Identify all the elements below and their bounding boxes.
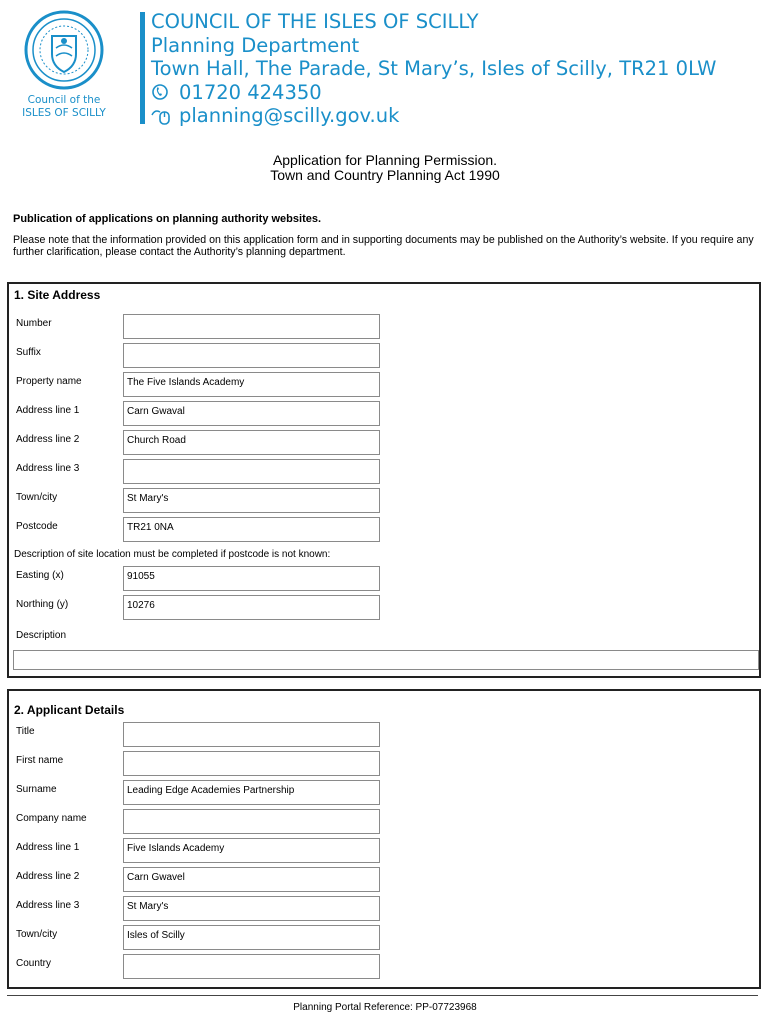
applicant-details-section bbox=[7, 689, 761, 989]
address-line-1-label: Address line 1 bbox=[16, 842, 80, 853]
property-name-label: Property name bbox=[16, 376, 82, 387]
description-field[interactable] bbox=[13, 650, 759, 670]
portal-reference: Planning Portal Reference: PP-07723968 bbox=[293, 1002, 477, 1013]
address-line-3-label: Address line 3 bbox=[16, 463, 80, 474]
country-field[interactable] bbox=[123, 954, 380, 979]
company-name-label: Company name bbox=[16, 813, 87, 824]
phone-icon bbox=[151, 83, 179, 101]
title-label: Title bbox=[16, 726, 35, 737]
easting-row bbox=[9, 566, 759, 591]
email-line bbox=[151, 104, 716, 128]
document-subtitle: Town and Country Planning Act 1990 bbox=[270, 167, 500, 183]
logo-line-1: Council of the bbox=[27, 94, 101, 106]
address-line-3-field[interactable]: St Mary's bbox=[123, 896, 380, 921]
council-address: Town Hall, The Parade, St Mary’s, Isles of Scilly, TR21 0LW bbox=[151, 57, 717, 80]
address-line-1-field[interactable]: Carn Gwaval bbox=[123, 401, 380, 426]
applicant-town-row bbox=[9, 925, 759, 950]
property-name-row bbox=[9, 372, 759, 397]
postcode-label: Postcode bbox=[16, 521, 58, 532]
description-label: Description bbox=[16, 630, 67, 641]
council-name: COUNCIL OF THE ISLES OF SCILLY bbox=[151, 10, 479, 33]
publication-note: Please note that the information provided on this application form and in supporting documents may be published on the Authority’s website. If you require any further clarification, please contact the Authority’s planning department. bbox=[13, 234, 754, 258]
first-name-label: First name bbox=[16, 755, 64, 766]
suffix-label: Suffix bbox=[16, 347, 41, 358]
site-town-row bbox=[9, 488, 759, 513]
address-line-1-label: Address line 1 bbox=[16, 405, 80, 416]
location-note: Description of site location must be completed if postcode is not known: bbox=[14, 549, 331, 560]
publication-heading: Publication of applications on planning authority websites. bbox=[13, 213, 322, 225]
surname-label: Surname bbox=[16, 784, 57, 795]
company-name-row bbox=[9, 809, 759, 834]
first-name-row bbox=[9, 751, 759, 776]
applicant-address-line-2-row bbox=[9, 867, 759, 892]
number-row bbox=[9, 314, 759, 339]
site-address-line-1-row bbox=[9, 401, 759, 426]
town-city-label: Town/city bbox=[16, 492, 58, 503]
document-title: Application for Planning Permission. bbox=[272, 152, 498, 168]
department-name: Planning Department bbox=[151, 33, 360, 57]
header-divider bbox=[140, 12, 145, 124]
easting-label: Easting (x) bbox=[16, 570, 64, 581]
easting-field[interactable]: 91055 bbox=[123, 566, 380, 591]
logo-line-2: ISLES OF SCILLY bbox=[22, 107, 106, 119]
town-city-label: Town/city bbox=[16, 929, 58, 940]
council-crest-icon bbox=[24, 8, 104, 92]
section-title: 2. Applicant Details bbox=[14, 703, 125, 717]
address-line-2-field[interactable]: Church Road bbox=[123, 430, 380, 455]
footer-divider bbox=[7, 995, 758, 996]
document-title-block bbox=[0, 153, 770, 183]
northing-row bbox=[9, 595, 759, 620]
property-name-field[interactable]: The Five Islands Academy bbox=[123, 372, 380, 397]
northing-field[interactable]: 10276 bbox=[123, 595, 380, 620]
council-logo bbox=[16, 8, 112, 120]
address-line-1-field[interactable]: Five Islands Academy bbox=[123, 838, 380, 863]
address-line-3-label: Address line 3 bbox=[16, 900, 80, 911]
title-field[interactable] bbox=[123, 722, 380, 747]
country-row bbox=[9, 954, 759, 979]
surname-row bbox=[9, 780, 759, 805]
address-line-2-label: Address line 2 bbox=[16, 871, 80, 882]
applicant-address-line-1-row bbox=[9, 838, 759, 863]
section-title: 1. Site Address bbox=[14, 288, 101, 302]
phone-line bbox=[151, 81, 716, 105]
number-label: Number bbox=[16, 318, 52, 329]
number-field[interactable] bbox=[123, 314, 380, 339]
address-line-2-field[interactable]: Carn Gwavel bbox=[123, 867, 380, 892]
town-city-field[interactable]: St Mary's bbox=[123, 488, 380, 513]
northing-label: Northing (y) bbox=[16, 599, 69, 610]
mouse-icon bbox=[151, 107, 179, 125]
suffix-row bbox=[9, 343, 759, 368]
address-line-2-label: Address line 2 bbox=[16, 434, 80, 445]
site-address-section bbox=[7, 282, 761, 678]
town-city-field[interactable]: Isles of Scilly bbox=[123, 925, 380, 950]
site-address-line-2-row bbox=[9, 430, 759, 455]
country-label: Country bbox=[16, 958, 52, 969]
email-link[interactable]: planning@scilly.gov.uk bbox=[179, 104, 400, 127]
company-name-field[interactable] bbox=[123, 809, 380, 834]
postcode-field[interactable]: TR21 0NA bbox=[123, 517, 380, 542]
title-row bbox=[9, 722, 759, 747]
surname-field[interactable]: Leading Edge Academies Partnership bbox=[123, 780, 380, 805]
address-line-3-field[interactable] bbox=[123, 459, 380, 484]
phone-number: 01720 424350 bbox=[179, 80, 322, 104]
first-name-field[interactable] bbox=[123, 751, 380, 776]
council-header bbox=[151, 10, 716, 128]
postcode-row bbox=[9, 517, 759, 542]
applicant-address-line-3-row bbox=[9, 896, 759, 921]
suffix-field[interactable] bbox=[123, 343, 380, 368]
site-address-line-3-row bbox=[9, 459, 759, 484]
